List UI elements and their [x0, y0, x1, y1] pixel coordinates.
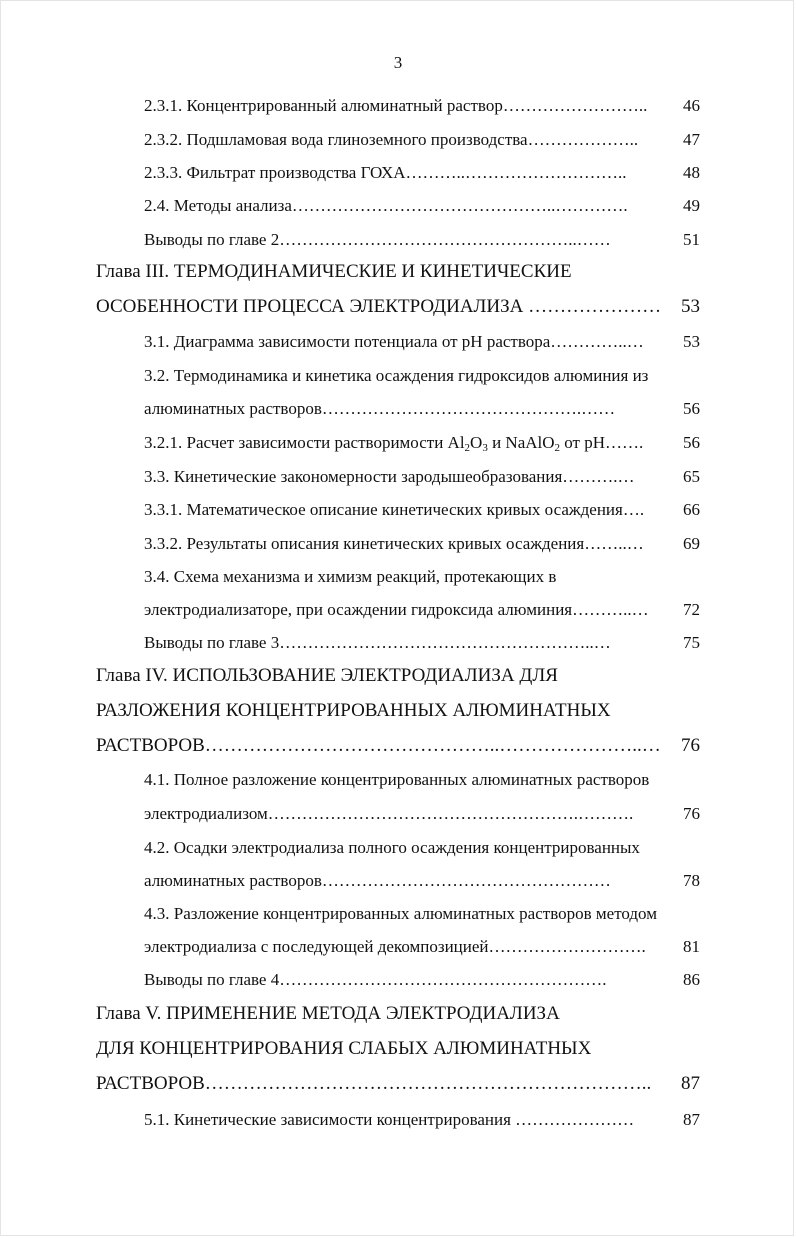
toc-chapter-title: Глава V. ПРИМЕНЕНИЕ МЕТОДА ЭЛЕКТРОДИАЛИЗА [96, 1003, 560, 1024]
toc-page-number: 76 [683, 804, 700, 823]
toc-entry[interactable] [144, 128, 638, 152]
toc-entry-title: электродиализом……………………………………………….………. [144, 804, 634, 823]
toc-chapter-heading[interactable] [96, 260, 572, 284]
toc-entry[interactable] [144, 836, 640, 860]
toc-chapter-heading[interactable] [96, 295, 661, 319]
toc-entry[interactable] [144, 565, 556, 589]
toc-entry[interactable] [144, 631, 611, 655]
toc-entry-title: 2.3.3. Фильтрат производства ГОХА………..……………………….. [144, 163, 627, 182]
toc-entry-title: 4.2. Осадки электродиализа полного осаждения концентрированных [144, 838, 640, 857]
toc-chapter-title: ДЛЯ КОНЦЕНТРИРОВАНИЯ СЛАБЫХ АЛЮМИНАТНЫХ [96, 1038, 592, 1059]
toc-page-number: 47 [683, 130, 700, 149]
toc-entry-title: 3.1. Диаграмма зависимости потенциала от pH раствора…………..… [144, 332, 644, 351]
toc-entry[interactable] [144, 228, 611, 252]
toc-entry-title: 4.1. Полное разложение концентрированных алюминатных растворов [144, 770, 650, 789]
toc-entry[interactable] [144, 465, 635, 489]
toc-chapter-title: РАСТВОРОВ………………………………………..…………………..… [96, 735, 661, 756]
toc-page-number: 66 [683, 500, 700, 519]
toc-entry-title: 2.3.2. Подшламовая вода глиноземного производства……………….. [144, 130, 639, 149]
toc-entry-title: 3.3. Кинетические закономерности зародышеобразования……….… [144, 467, 635, 486]
toc-entry[interactable] [144, 869, 611, 893]
toc-entry[interactable] [144, 94, 647, 118]
toc-entry[interactable] [144, 532, 644, 556]
toc-chapter-heading[interactable] [96, 734, 661, 758]
toc-page-number: 53 [681, 296, 700, 317]
toc-entry-title: 3.2. Термодинамика и кинетика осаждения гидроксидов алюминия из [144, 366, 649, 385]
subscript: 2 [464, 442, 471, 454]
toc-page-number: 46 [683, 96, 700, 115]
toc-chapter-heading[interactable] [96, 664, 558, 688]
toc-entry[interactable] [144, 194, 628, 218]
toc-entry-title: 2.4. Методы анализа………………………………………..…………. [144, 196, 628, 215]
toc-page-number: 49 [683, 196, 700, 215]
toc-entry-title: Выводы по главе 3………………………………………………..… [144, 633, 611, 652]
toc-entry-title-part: от pH……. [560, 433, 644, 452]
toc-page-number: 65 [683, 467, 700, 486]
toc-page-number: 87 [683, 1110, 700, 1129]
toc-page-number: 76 [681, 735, 700, 756]
toc-entry-title: 3.3.1. Математическое описание кинетических кривых осаждения…. [144, 500, 645, 519]
toc-chapter-title: РАСТВОРОВ…………………………………………………………….. [96, 1073, 652, 1094]
toc-entry[interactable] [144, 330, 644, 354]
toc-entry-title: 3.4. Схема механизма и химизм реакций, протекающих в [144, 567, 557, 586]
toc-chapter-title: ОСОБЕННОСТИ ПРОЦЕССА ЭЛЕКТРОДИАЛИЗА ………………… [96, 296, 662, 317]
toc-chapter-title: РАЗЛОЖЕНИЯ КОНЦЕНТРИРОВАННЫХ АЛЮМИНАТНЫХ [96, 700, 611, 721]
toc-entry-title: 4.3. Разложение концентрированных алюминатных растворов методом [144, 904, 657, 923]
toc-entry-title: алюминатных растворов……………………………………….…… [144, 399, 616, 418]
toc-entry-title-part: O [470, 433, 483, 452]
toc-entry-title-part: 3.2.1. Расчет зависимости растворимости Al [144, 433, 465, 452]
toc-chapter-title: Глава IV. ИСПОЛЬЗОВАНИЕ ЭЛЕКТРОДИАЛИЗА ДЛЯ [96, 665, 558, 686]
subscript: 3 [482, 442, 488, 454]
toc-chapter-heading[interactable] [96, 1002, 560, 1026]
toc-page-number: 51 [683, 230, 700, 249]
toc-page-number: 72 [683, 600, 700, 619]
toc-entry-title: электродиализа с последующей декомпозицией………………………. [144, 937, 646, 956]
toc-page-number: 86 [683, 970, 700, 989]
toc-entry[interactable] [144, 598, 649, 622]
toc-entry[interactable] [144, 397, 615, 421]
toc-entry[interactable] [144, 431, 643, 460]
toc-entry-title: 2.3.1. Концентрированный алюминатный раствор…………………….. [144, 96, 648, 115]
toc-page-number: 78 [683, 871, 700, 890]
toc-entry[interactable] [144, 935, 646, 959]
toc-entry-title: алюминатных растворов…………………………………………… [144, 871, 611, 890]
toc-entry-title: 5.1. Кинетические зависимости концентрирования ………………… [144, 1110, 635, 1129]
toc-entry-title: электродиализаторе, при осаждении гидроксида алюминия………..… [144, 600, 649, 619]
toc-entry-title-part: и NaAlO [487, 433, 555, 452]
toc-page-number: 56 [683, 433, 700, 452]
toc-entry[interactable] [144, 768, 649, 792]
toc-entry[interactable] [144, 498, 644, 522]
toc-entry[interactable] [144, 802, 633, 826]
toc-page-number: 75 [683, 633, 700, 652]
subscript: 2 [554, 442, 561, 454]
toc-entry[interactable] [144, 364, 648, 388]
toc-page-number: 48 [683, 163, 700, 182]
toc-page-number: 87 [681, 1073, 700, 1094]
toc-entry-title: Выводы по главе 2……………………………………………..…… [144, 230, 611, 249]
toc-chapter-heading[interactable] [96, 699, 611, 723]
toc-page-number: 81 [683, 937, 700, 956]
toc-page-number: 69 [683, 534, 700, 553]
toc-page-number: 53 [683, 332, 700, 351]
toc-entry-title: 3.3.2. Результаты описания кинетических кривых осаждения……..… [144, 534, 644, 553]
toc-entry[interactable] [144, 902, 657, 926]
toc-chapter-heading[interactable] [96, 1072, 651, 1096]
toc-entry[interactable] [144, 1108, 634, 1132]
page-number: 3 [393, 53, 403, 72]
toc-chapter-heading[interactable] [96, 1037, 591, 1061]
toc-entry-title: Выводы по главе 4…………………………………………………. [144, 970, 607, 989]
toc-chapter-title: Глава III. ТЕРМОДИНАМИЧЕСКИЕ И КИНЕТИЧЕСКИЕ [96, 261, 572, 282]
toc-entry[interactable] [144, 968, 606, 992]
toc-page-number: 56 [683, 399, 700, 418]
toc-entry[interactable] [144, 161, 627, 185]
